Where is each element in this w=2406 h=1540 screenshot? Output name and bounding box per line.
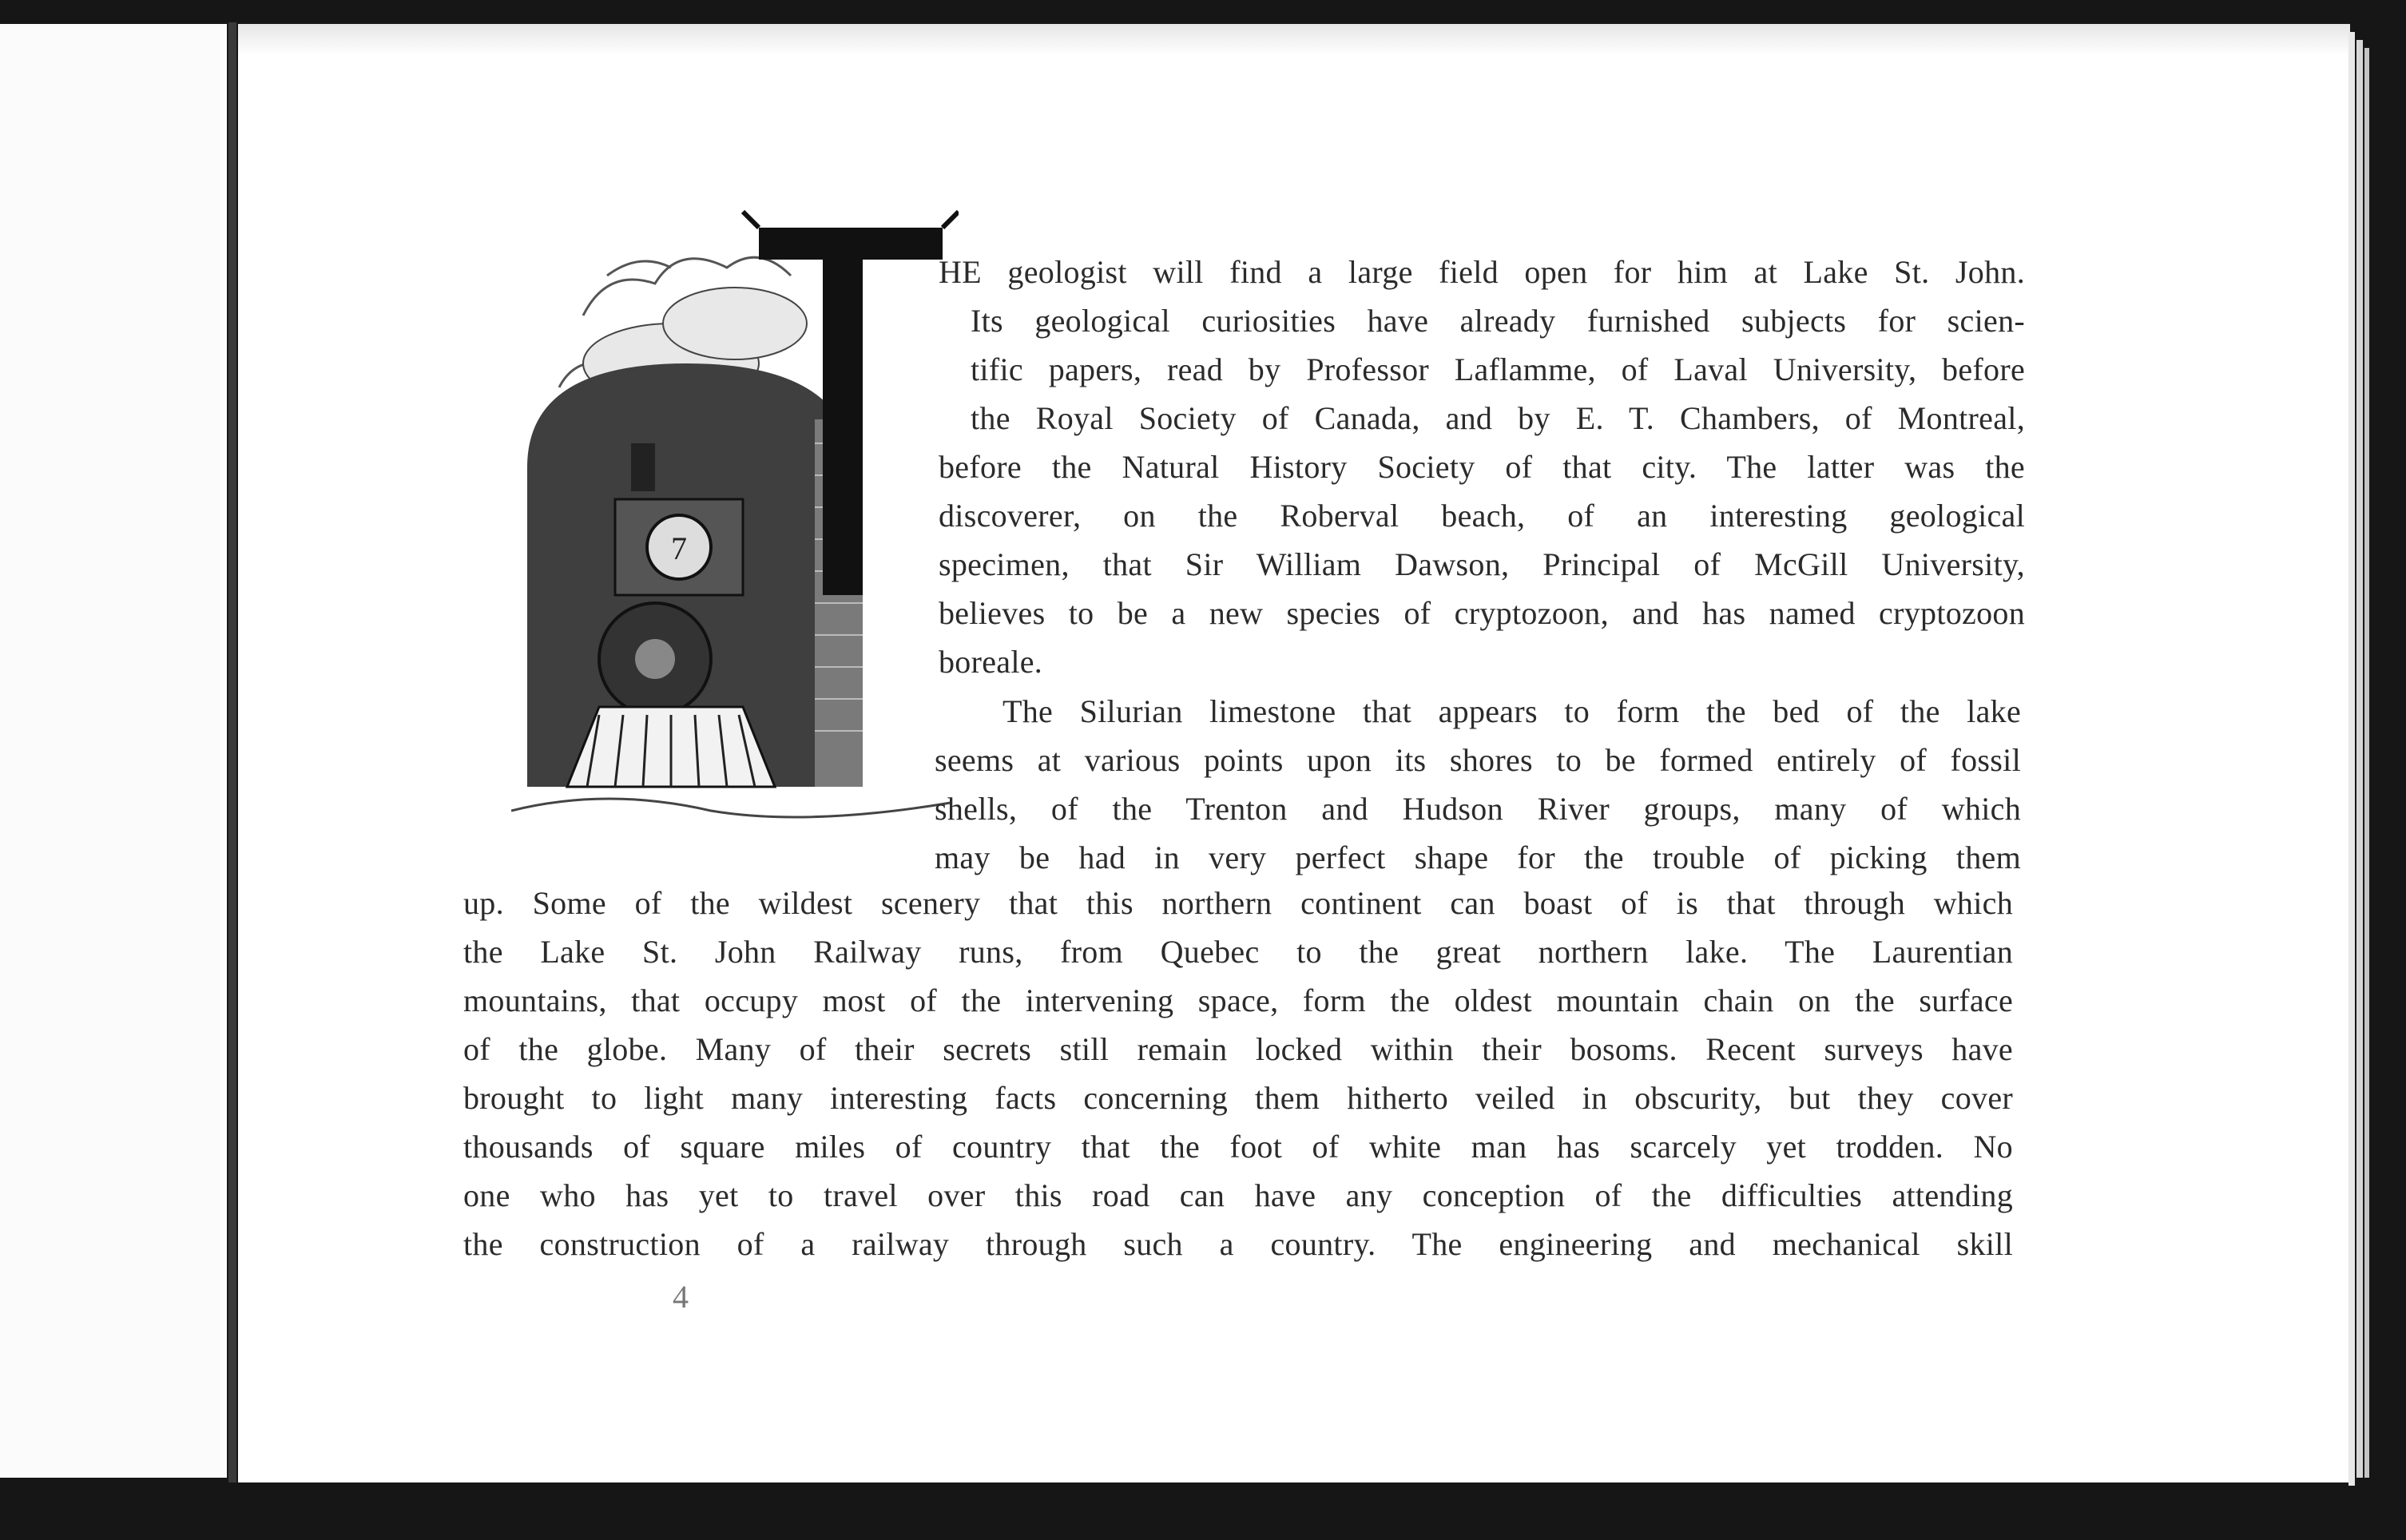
- text-line: brought to light many interesting facts concerning them hitherto veiled in obscurity, but they cover: [463, 1080, 2013, 1116]
- text-line: shells, of the Trenton and Hudson River groups, many of which: [935, 791, 2021, 827]
- svg-text:7: 7: [671, 530, 687, 566]
- text-line: HE geologist will find a large field open for him at Lake St. John.: [939, 254, 2025, 290]
- text-line: believes to be a new species of cryptozoon, and has named cryptozoon: [939, 595, 2025, 631]
- text-line: tific papers, read by Professor Laflamme, of Laval University, before: [971, 351, 2025, 387]
- text-line: one who has yet to travel over this road can have any conception of the difficulties attending: [463, 1177, 2013, 1213]
- text-line: discoverer, on the Roberval beach, of an interesting geological: [939, 498, 2025, 534]
- text-line: may be had in very perfect shape for the trouble of picking them: [935, 839, 2021, 875]
- text-line: The Silurian limestone that appears to form the bed of the lake: [1002, 693, 2021, 729]
- page-edge: [2364, 48, 2369, 1478]
- text-line: of the globe. Many of their secrets still remain locked within their bosoms. Recent surveys have: [463, 1031, 2013, 1067]
- page-number: 4: [673, 1279, 689, 1315]
- page-edge: [2356, 40, 2363, 1478]
- text-line: mountains, that occupy most of the intervening space, form the oldest mountain chain on the surface: [463, 982, 2013, 1018]
- locomotive-drop-cap-illustration: [511, 180, 959, 835]
- page-top-shadow: [238, 24, 2350, 56]
- paragraph-2: [935, 687, 2021, 882]
- left-page: [0, 24, 227, 1478]
- text-line: specimen, that Sir William Dawson, Principal of McGill University,: [939, 546, 2025, 582]
- text-line: up. Some of the wildest scenery that this northern continent can boast of is that through which: [463, 885, 2013, 921]
- text-line: boreale.: [939, 644, 1043, 680]
- book-gutter: [228, 22, 236, 1482]
- text-line: seems at various points upon its shores to be formed entirely of fossil: [935, 742, 2021, 778]
- page-edge: [2348, 32, 2355, 1486]
- text-line: the construction of a railway through such a country. The engineering and mechanical skill: [463, 1226, 2013, 1262]
- text-line: thousands of square miles of country that the foot of white man has scarcely yet trodden. No: [463, 1129, 2013, 1165]
- text-line: the Royal Society of Canada, and by E. T. Chambers, of Montreal,: [971, 400, 2025, 436]
- text-line: before the Natural History Society of that city. The latter was the: [939, 449, 2025, 485]
- paragraph-3: [463, 879, 2013, 1268]
- paragraph-1: [939, 248, 2025, 686]
- text-line: the Lake St. John Railway runs, from Quebec to the great northern lake. The Laurentian: [463, 934, 2013, 970]
- text-line: Its geological curiosities have already furnished subjects for scien-: [971, 303, 2025, 339]
